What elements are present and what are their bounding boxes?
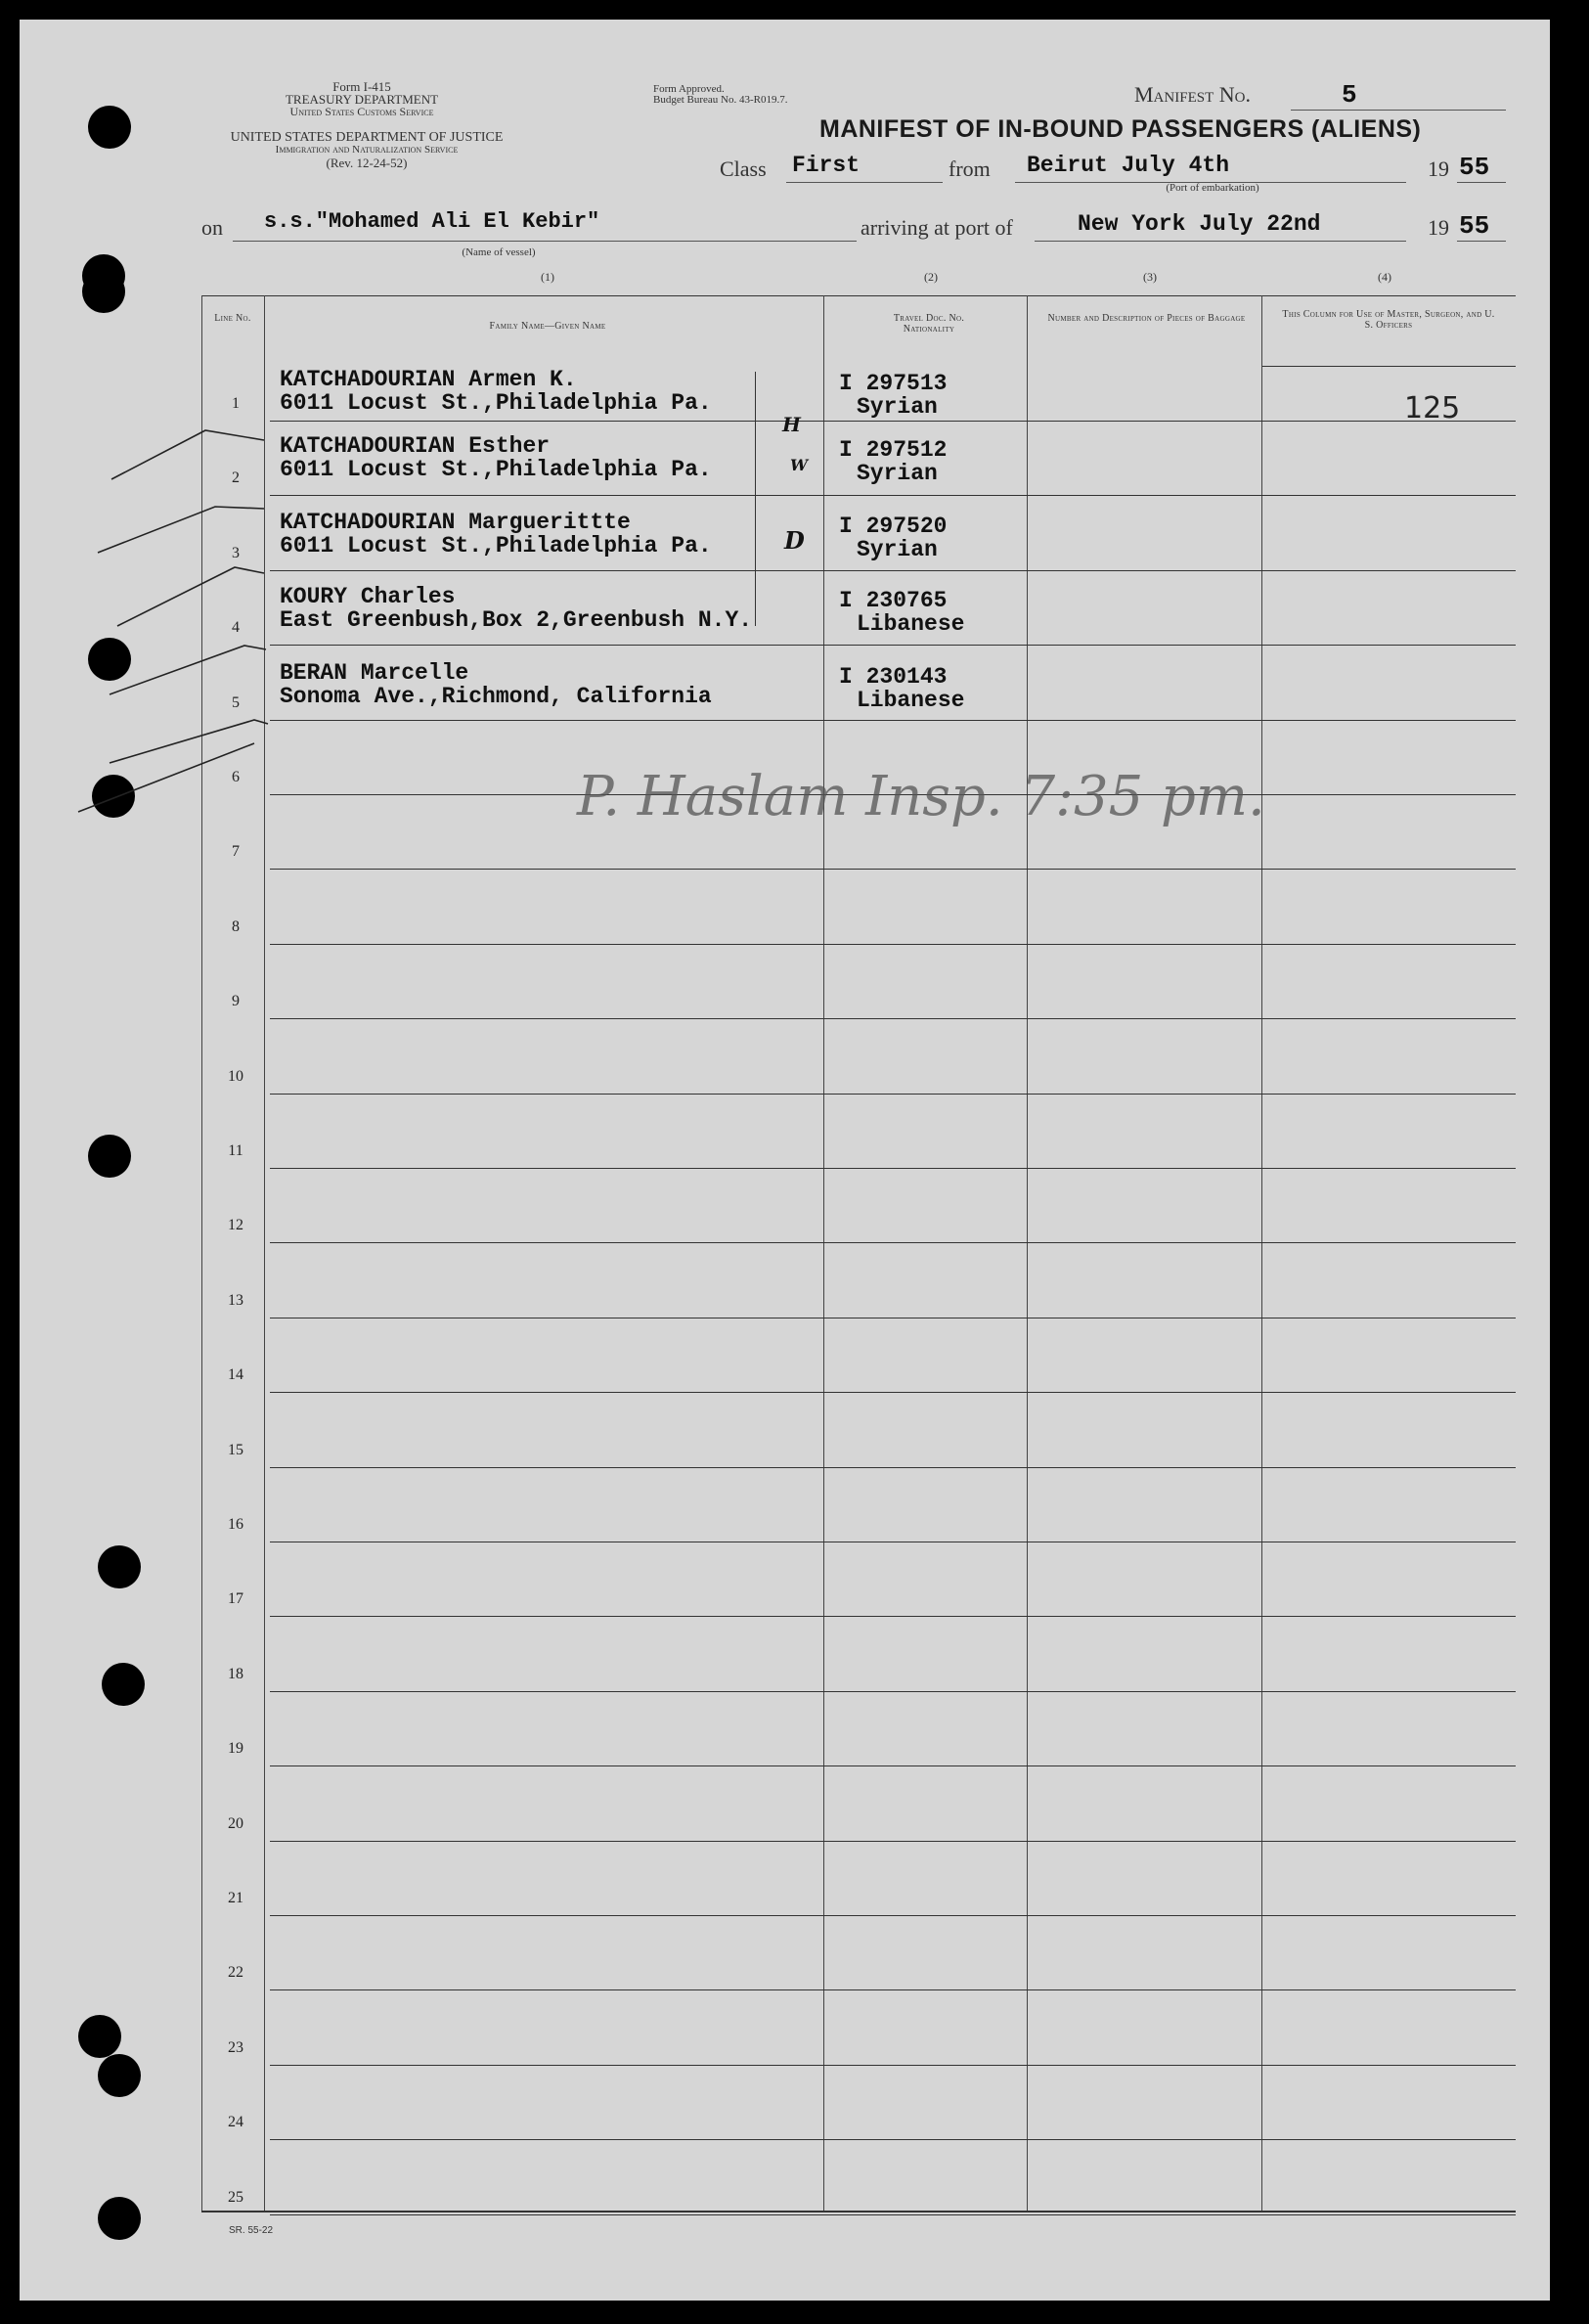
treasury-department: TREASURY DEPARTMENT [285,92,439,107]
margin-mark-d: D [784,526,805,555]
line-number: 11 [228,1142,243,1159]
port-caption: (Port of embarkation) [1166,182,1259,194]
line-number: 9 [232,993,240,1010]
arriving-label: arriving at port of [861,215,1013,240]
manifest-label: Manifest No. [1134,82,1251,107]
passenger-address: Sonoma Ave.,Richmond, California [280,684,712,709]
passenger-address: 6011 Locust St.,Philadelphia Pa. [280,533,712,559]
tick-mark [110,646,266,694]
margin-mark-w: W [790,456,808,474]
line-number: 10 [228,1067,243,1085]
line-number: 15 [228,1441,243,1458]
line-number: 6 [232,769,240,785]
officer-note: 125 [1404,391,1461,425]
travel-doc-no: I 230765 [839,588,948,613]
tick-mark [78,743,254,812]
col-header-officers: This Column for Use of Master, Surgeon, and U. S. Officers [1282,309,1495,331]
form-number: Form I-415 [332,79,391,94]
travel-doc-no: I 297513 [839,371,948,396]
line-number: 19 [228,1740,243,1758]
line-number: 17 [228,1590,243,1608]
line-number: 4 [232,619,240,637]
budget-bureau: Budget Bureau No. 43-R019.7. [653,94,788,106]
year2-value: 55 [1459,211,1490,241]
line-number: 2 [232,469,240,487]
col-header-line-no: Line No. [214,313,251,324]
tick-mark [98,507,264,553]
inspector-signature: P. Haslam Insp. 7:35 pm. [577,765,1265,828]
passenger-name: KATCHADOURIAN Marguerittte [280,510,631,535]
ins-service: Immigration and Naturalization Service [275,144,459,156]
footer-code: SR. 55-22 [229,2225,274,2236]
year-prefix: 19 [1428,156,1449,181]
line-number: 24 [228,2114,243,2131]
travel-doc-no: I 297520 [839,514,948,539]
passenger-address: 6011 Locust St.,Philadelphia Pa. [280,390,712,416]
margin-mark-h: H [782,413,801,436]
col-header-name: Family Name—Given Name [489,321,606,332]
nationality: Syrian [857,394,938,420]
col-number-3: (3) [1143,270,1157,284]
nationality: Libanese [857,688,965,713]
passenger-name: KATCHADOURIAN Esther [280,433,551,459]
line-number: 3 [232,544,240,561]
justice-department: UNITED STATES DEPARTMENT OF JUSTICE [230,130,504,145]
nationality: Libanese [857,611,965,637]
tick-mark [117,567,264,626]
line-number: 5 [232,693,240,711]
col-number-2: (2) [924,270,938,284]
col-header-travel-doc: Travel Doc. No. Nationality [893,313,965,335]
passenger-name: BERAN Marcelle [280,660,469,686]
manifest-page [20,20,1550,2301]
nationality: Syrian [857,537,938,562]
from-value: Beirut July 4th [1027,153,1230,178]
line-number: 12 [228,1217,243,1234]
travel-doc-no: I 297512 [839,437,948,463]
passenger-name: KOURY Charles [280,584,456,609]
year2-prefix: 19 [1428,215,1449,240]
class-value: First [792,153,861,178]
line-number: 20 [228,1814,243,1832]
passenger-address: East Greenbush,Box 2,Greenbush N.Y. [280,607,753,633]
line-number: 16 [228,1516,243,1533]
col-header-baggage: Number and Description of Pieces of Baggage [1047,313,1246,324]
tick-mark [111,430,264,479]
col-number-4: (4) [1378,270,1391,284]
travel-doc-no: I 230143 [839,664,948,690]
passenger-name: KATCHADOURIAN Armen K. [280,367,577,392]
tick-marks [20,20,1550,2301]
passenger-address: 6011 Locust St.,Philadelphia Pa. [280,457,712,482]
col-number-1: (1) [541,270,554,284]
line-number: 1 [232,395,240,412]
line-number: 8 [232,917,240,935]
line-number: 25 [228,2188,243,2206]
from-label: from [949,156,991,181]
vessel-name: s.s."Mohamed Ali El Kebir" [264,209,600,234]
on-label: on [201,215,223,240]
class-label: Class [720,156,767,181]
page-title: MANIFEST OF IN-BOUND PASSENGERS (ALIENS) [819,115,1422,143]
nationality: Syrian [857,461,938,486]
revision: (Rev. 12-24-52) [326,156,408,170]
form-approved: Form Approved. [653,83,725,95]
line-number: 23 [228,2038,243,2056]
customs-service: United States Customs Service [289,105,434,118]
manifest-number: 5 [1342,80,1357,110]
line-number: 22 [228,1964,243,1982]
vessel-caption: (Name of vessel) [462,246,536,258]
line-number: 7 [232,843,240,861]
line-number: 13 [228,1291,243,1309]
tick-mark [110,720,268,763]
line-number: 21 [228,1890,243,1906]
arriving-value: New York July 22nd [1078,211,1321,237]
year-value: 55 [1459,153,1490,182]
line-number: 18 [228,1665,243,1682]
line-number: 14 [228,1366,243,1384]
